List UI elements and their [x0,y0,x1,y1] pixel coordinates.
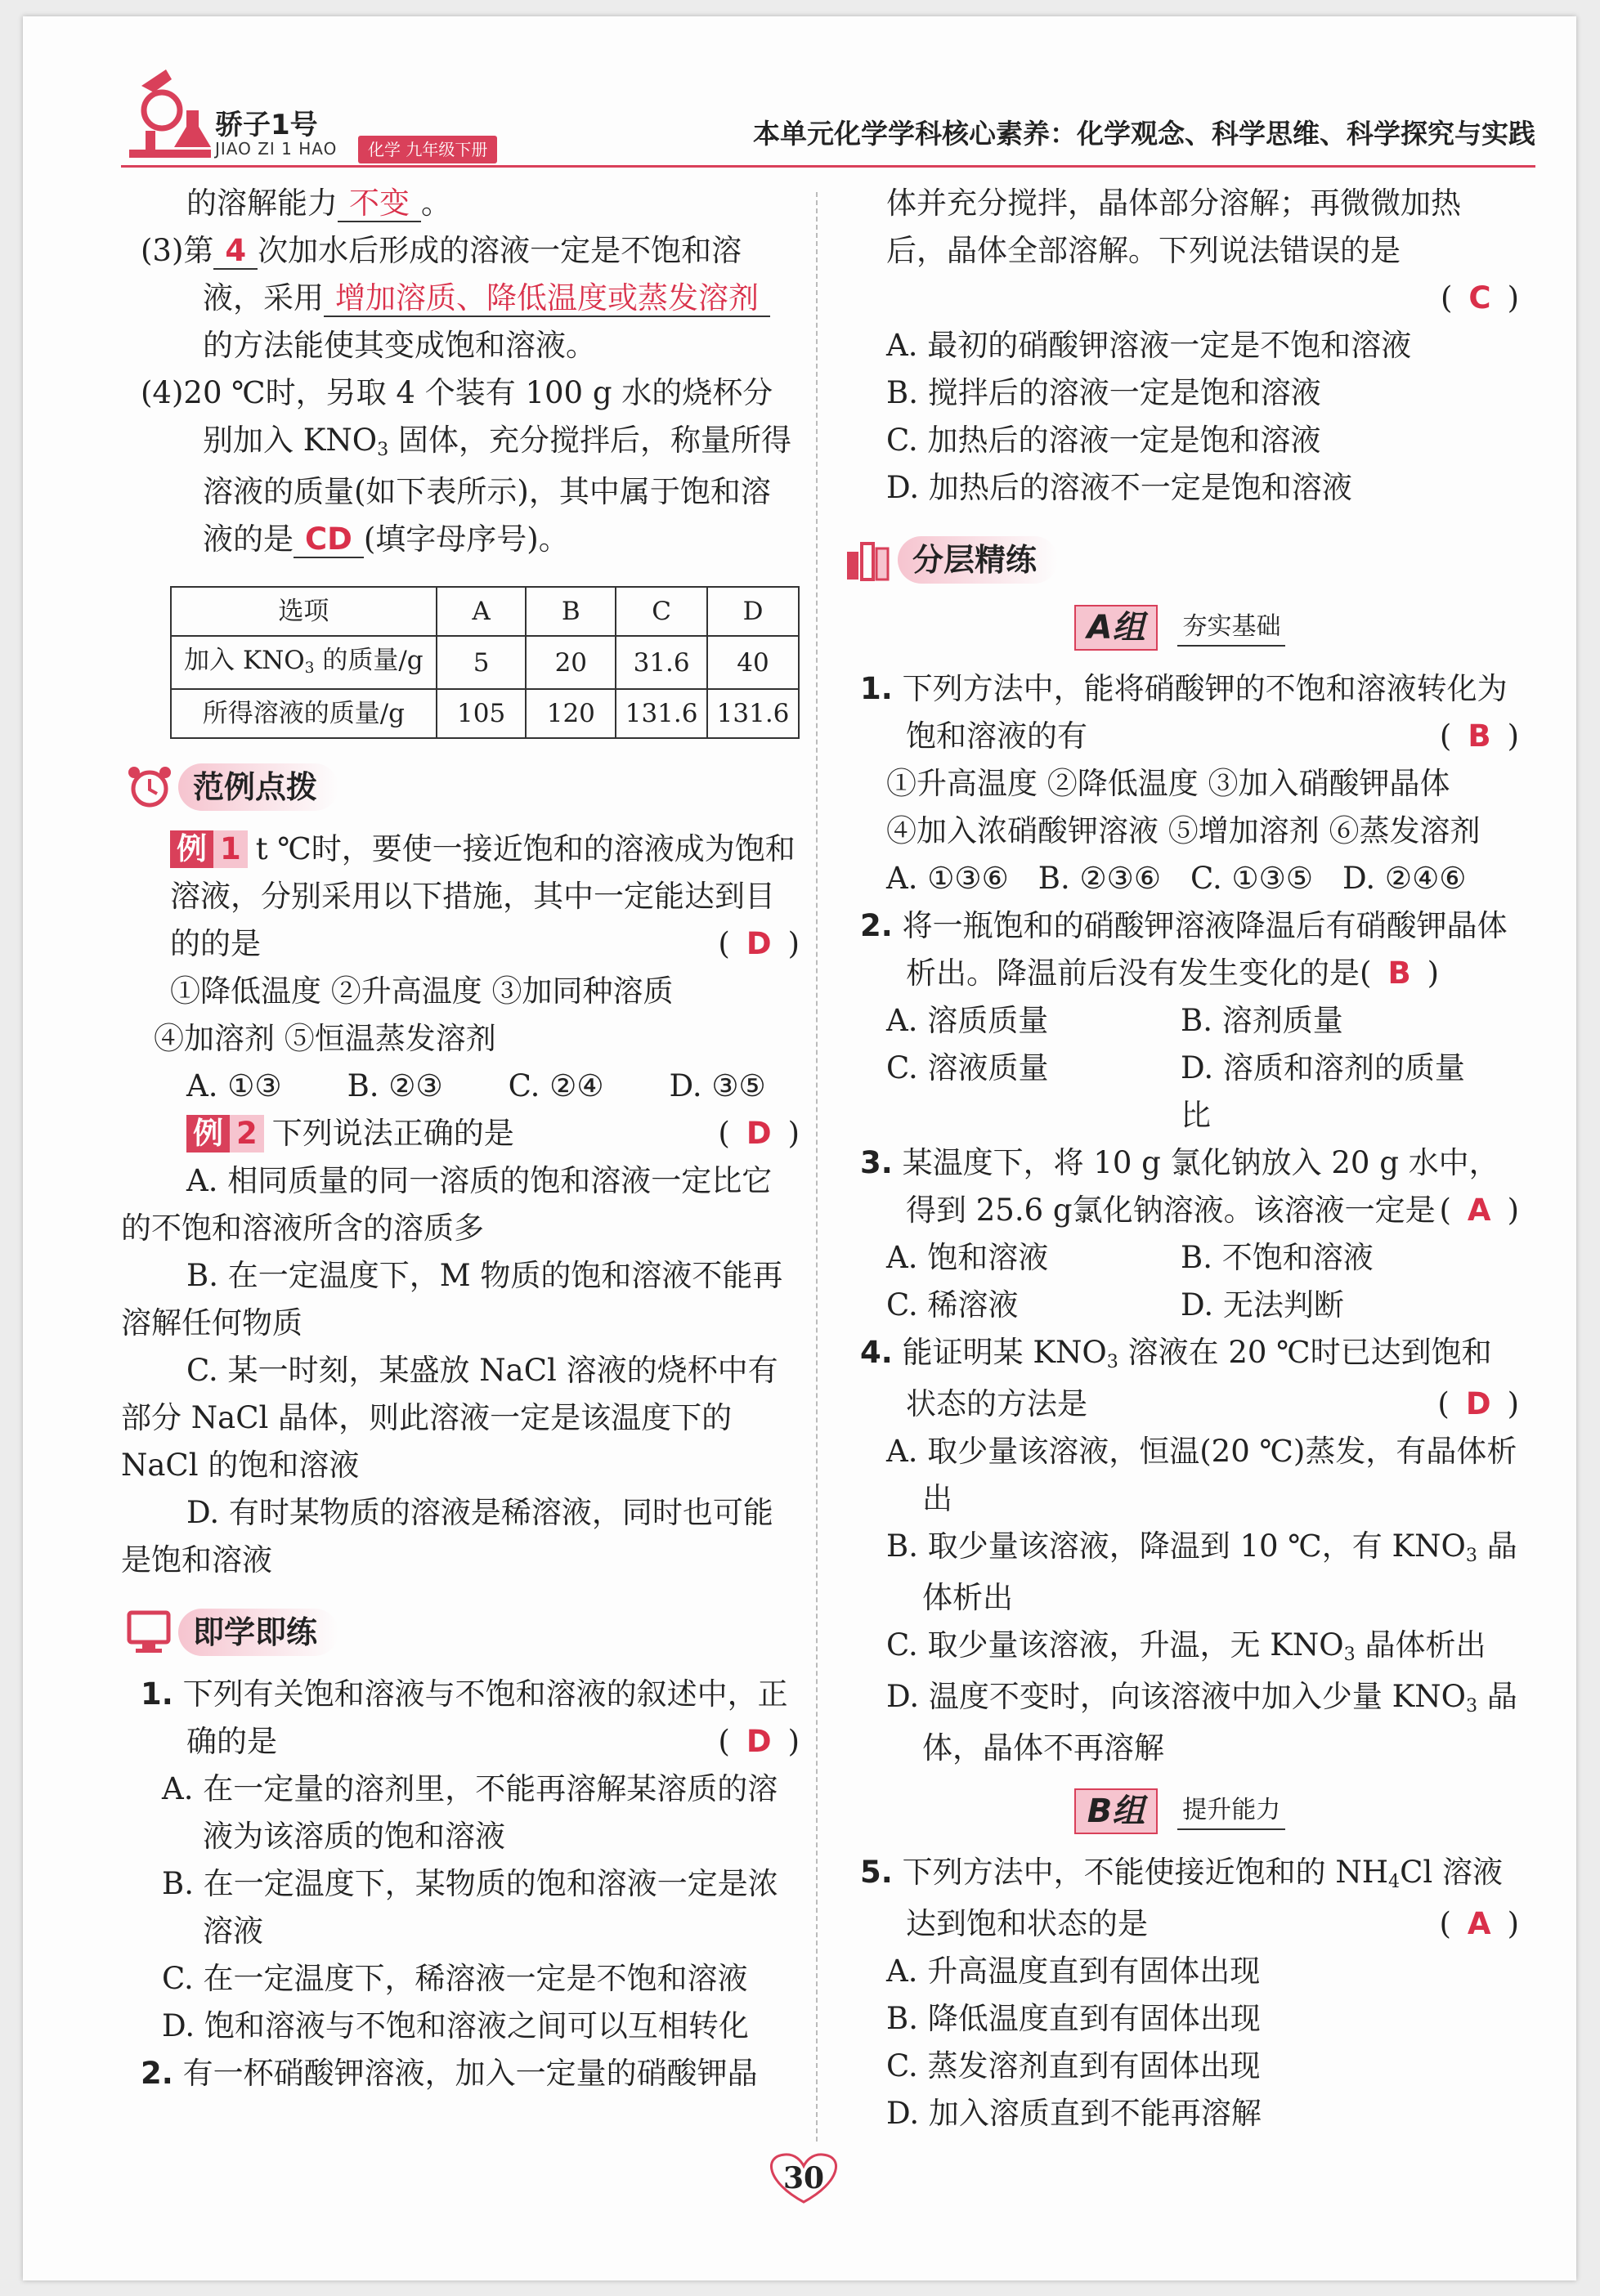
option: A. 最初的硝酸钾溶液一定是不饱和溶液 [886,328,1412,363]
question-1: 1. 下列有关饱和溶液与不饱和溶液的叙述中，正确的是 ( D ) [141,1676,800,1759]
question-2: 2. 将一瓶饱和的硝酸钾溶液降温后有硝酸钾晶体析出。降温前后没有发生变化的是( B ) [860,908,1508,991]
group-b-header: B组 提升能力 [840,1788,1519,1834]
question-line: (4)20 ℃时，另取 4 个装有 100 g 水的烧杯分别加入 $KNO_3$ 固体，充分搅拌后，称量所得溶液的质量(如下表所示)，其中属于饱和溶液的是 CD (填字母序号)。 [141,375,792,557]
example-option: A. 相同质量的同一溶质的饱和溶液一定比它的不饱和溶液所含的溶质多 [121,1163,773,1246]
example-2: 例 2 下列说法正确的是 ( D ) [121,1110,800,1157]
options: C. 溶液质量 D. 溶质和溶剂的质量比 [886,1050,1465,1133]
table-row: 加入 $KNO_3$ 的质量/g 5 20 31.6 40 [171,636,799,689]
option: A. 在一定量的溶剂里，不能再溶解某溶质的溶液为该溶质的饱和溶液 [162,1771,778,1854]
option: D. 饱和溶液与不饱和溶液之间可以互相转化 [162,2008,749,2043]
options: C. 稀溶液 D. 无法判断 [886,1287,1344,1323]
question-1: 1. 下列方法中，能将硝酸钾的不饱和溶液转化为饱和溶液的有 ( B ) [860,671,1519,754]
example-option: D. 有时某物质的溶液是稀溶液，同时也可能是饱和溶液 [121,1495,773,1578]
answer-blank: 不变 [338,186,421,222]
option: A. 升高温度直到有固体出现 [886,1954,1261,1989]
right-column [840,180,1519,2137]
question-line: 的溶解能力 不变 。 [186,186,451,221]
question-2-cont: 体并充分搅拌，晶体部分溶解；再微微加热后，晶体全部溶解。下列说法错误的是 [886,186,1461,268]
page-number: 30 [759,2150,849,2207]
option: D. 加热后的溶液不一定是饱和溶液 [886,470,1352,505]
option: C. 在一定温度下，稀溶液一定是不饱和溶液 [162,1961,748,1996]
section-title: 范例点拨 [178,763,338,811]
example-options: A. ①③ B. ②③ C. ②④ D. ③⑤ [186,1068,766,1103]
subject-badge: 化学 九年级下册 [358,136,497,163]
alarm-clock-icon [121,763,178,812]
option: D. 加入溶质直到不能再溶解 [886,2096,1262,2131]
left-column [121,180,800,2097]
options: A. ①③⑥ B. ②③⑥ C. ①③⑤ D. ②④⑥ [886,861,1467,896]
page-header [23,16,1576,172]
items: ①升高温度 ②降低温度 ③加入硝酸钾晶体 [886,766,1450,801]
header-rule [121,165,1535,168]
question-2: 2. 有一杯硝酸钾溶液，加入一定量的硝酸钾晶 [141,2056,758,2091]
answer-blank: CD [294,521,364,558]
section-header-layered [840,531,1519,589]
option: C. 蒸发溶剂直到有固体出现 [886,2048,1261,2083]
question-5: 5. 下列方法中，不能使接近饱和的 $NH_4Cl$ 溶液达到饱和状态的是 ( A ) [860,1855,1519,1941]
group-a-header: A组 夯实基础 [840,605,1519,651]
answer-blank: 4 [213,233,258,270]
table-row: 选项 A B C D [171,587,799,636]
brand-pinyin: JIAO ZI 1 HAO [215,139,338,159]
question-3: 3. 某温度下，将 10 g 氯化钠放入 20 g 水中，得到 25.6 g氯化钠溶液。该溶液一定是 ( A ) [860,1145,1519,1228]
brand-name: 骄子1号 [215,109,318,141]
option: B. 取少量该溶液，降温到 10 ℃，有 $KNO_3$ 晶体析出 [886,1528,1517,1615]
example-items: ①降低温度 ②升高温度 ③加同种溶质 [170,973,674,1009]
options: A. 饱和溶液 B. 不饱和溶液 [886,1240,1374,1275]
items: ④加入浓硝酸钾溶液 ⑤增加溶剂 ⑥蒸发溶剂 [886,813,1481,848]
microscope-flask-icon [121,61,227,168]
example-option: B. 在一定温度下，M 物质的饱和溶液不能再溶解任何物质 [121,1258,783,1340]
computer-monitor-icon [121,1608,178,1657]
section-header-examples [121,759,800,816]
section-title: 即学即练 [178,1609,338,1656]
option: C. 取少量该溶液，升温，无 $KNO_3$ 晶体析出 [886,1627,1486,1665]
books-icon [840,535,898,584]
example-1: 例 1 t ℃时，要使一接近饱和的溶液成为饱和溶液，分别采用以下措施，其中一定能达到目的的是 ( D ) [170,831,800,961]
table-row: 所得溶液的质量/g 105 120 131.6 131.6 [171,689,799,738]
options: A. 溶质质量 B. 溶剂质量 [886,1003,1343,1038]
option: B. 在一定温度下，某物质的饱和溶液一定是浓溶液 [162,1866,778,1949]
example-option: C. 某一时刻，某盛放 NaCl 溶液的烧杯中有部分 NaCl 晶体，则此溶液一定是该温度下的 NaCl 的饱和溶液 [121,1353,778,1483]
question-line: (3)第 4 次加水后形成的溶液一定是不饱和溶液，采用 增加溶质、降低温度或蒸发溶剂的方法能使其变成饱和溶液。 [121,227,800,369]
section-header-practice [121,1604,800,1661]
column-divider [816,192,818,2142]
answer-blank: 增加溶质、降低温度或蒸发溶剂 [324,280,770,317]
core-literacy-banner: 本单元化学学科核心素养：化学观念、科学思维、科学探究与实践 [753,118,1535,150]
option: A. 取少量该溶液，恒温(20 ℃)蒸发，有晶体析出 [886,1434,1517,1516]
option: B. 降低温度直到有固体出现 [886,2001,1261,2036]
example-items: ④加溶剂 ⑤恒温蒸发溶剂 [154,1021,496,1056]
option: D. 温度不变时，向该溶液中加入少量 $KNO_3$ 晶体，晶体不再溶解 [886,1679,1517,1766]
answer-line: ( C ) [1440,280,1519,316]
option: B. 搅拌后的溶液一定是饱和溶液 [886,375,1321,410]
kno3-table [170,586,800,739]
option: C. 加热后的溶液一定是饱和溶液 [886,423,1321,458]
section-title: 分层精练 [898,536,1058,584]
question-4: 4. 能证明某 $KNO_3$ 溶液在 20 ℃时已达到饱和状态的方法是 ( D ) [860,1335,1519,1421]
page [23,16,1576,2280]
